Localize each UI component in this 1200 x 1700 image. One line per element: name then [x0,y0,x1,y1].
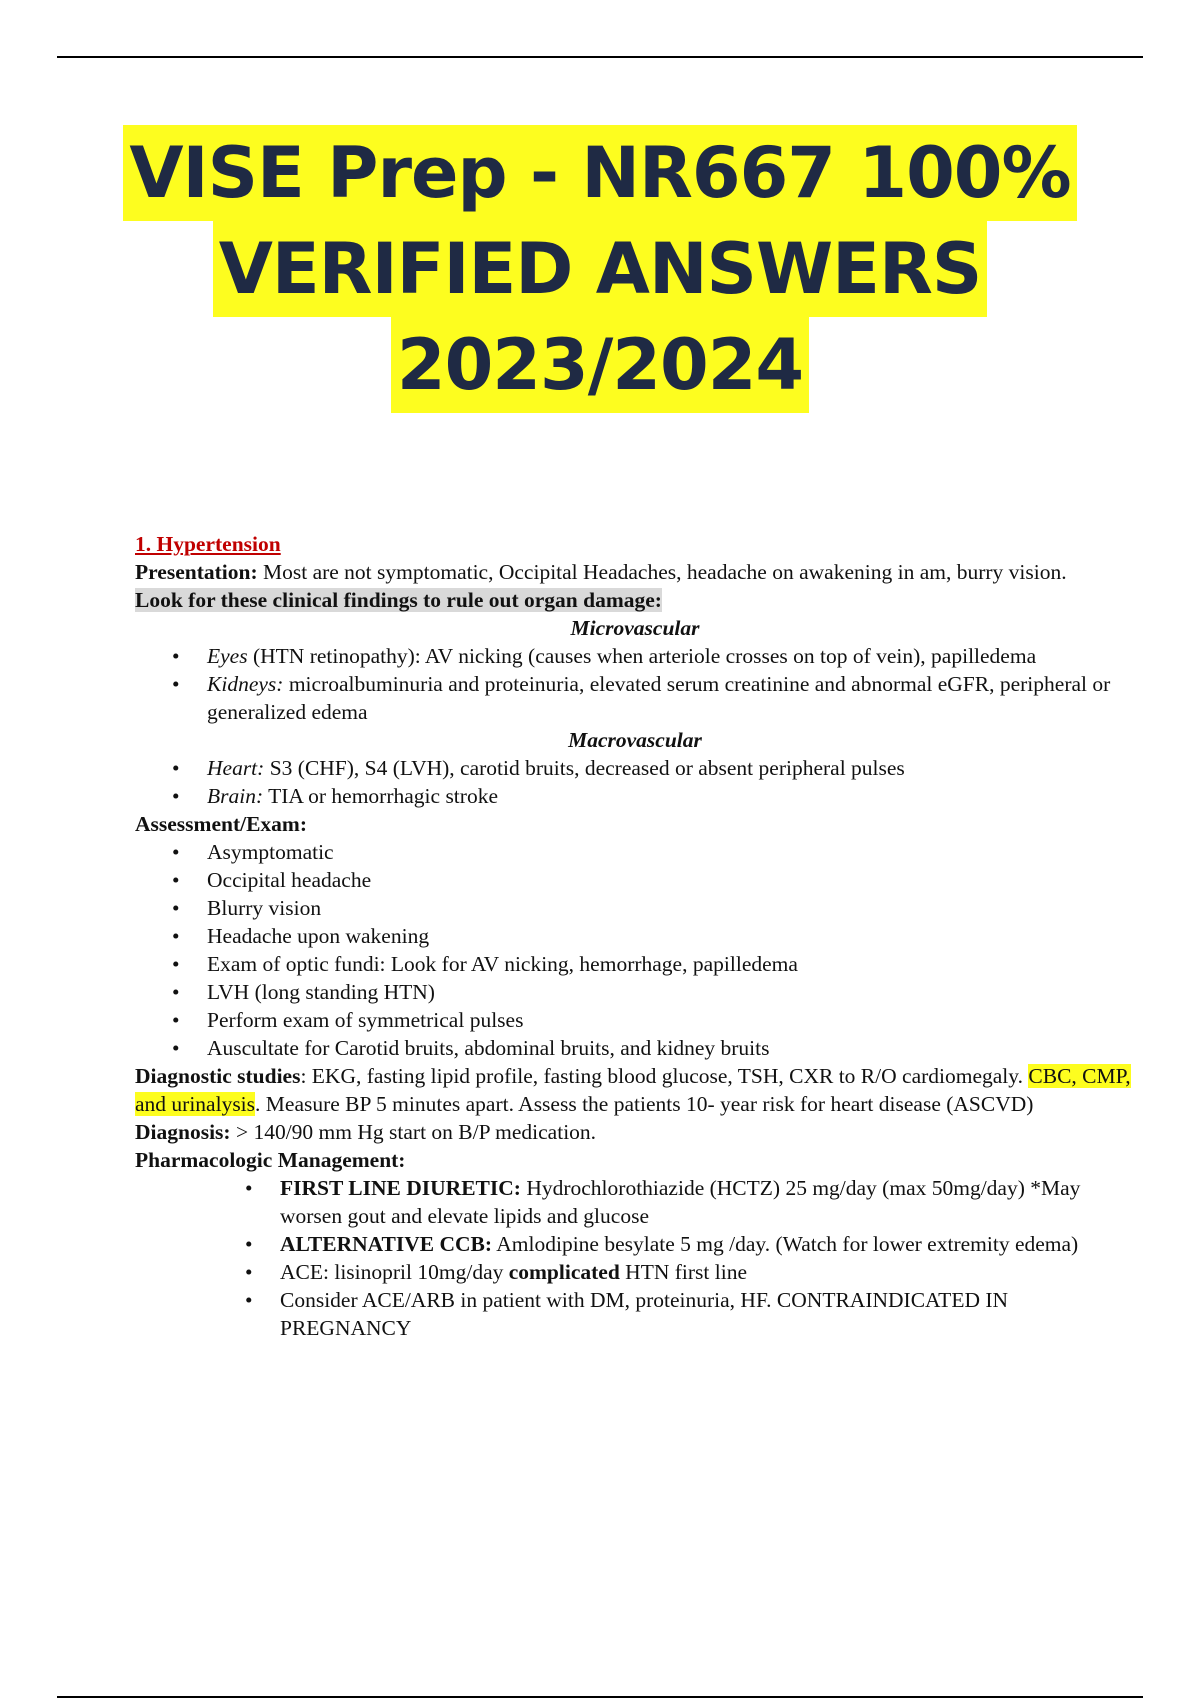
diagnosis-paragraph [135,1118,1135,1146]
diagnostic-label: Diagnostic studies [135,1064,301,1088]
pharm-label: Pharmacologic Management: [135,1148,406,1172]
micro-text: (HTN retinopathy): AV nicking (causes when arteriole crosses on top of vein), papilledema [247,644,1037,668]
list-item: • Blurry vision [135,894,1135,922]
title-line-3: 2023/2024 [391,317,809,413]
micro-term: Kidneys: [207,672,284,696]
list-item [135,782,1135,810]
pharm-item-emphasis: complicated [508,1260,620,1284]
diagnostic-text: : EKG, fasting lipid profile, fasting blood glucose, TSH, CXR to R/O cardiomegaly. [300,1064,1029,1088]
pharm-item-label: FIRST LINE DIURETIC: [280,1176,521,1200]
list-item [135,754,1135,782]
document-body [135,530,1135,1342]
list-item: • Consider ACE/ARB in patient with DM, proteinuria, HF. CONTRAINDICATED IN PREGNANCY [135,1286,1135,1342]
diagnosis-label: Diagnosis: [135,1120,231,1144]
section-heading: 1. Hypertension [135,532,281,556]
pharm-item-text: Amlodipine besylate 5 mg /day. (Watch for lower extremity edema) [492,1232,1079,1256]
pharm-item-text: ACE: lisinopril 10mg/day [280,1260,509,1284]
pharm-item-text: Hydrochlorothiazide (HCTZ) 25 mg/day (max 50mg/day) *May worsen gout and elevate lipids and glucose [280,1176,1081,1228]
list-item [135,670,1135,726]
title-line-2: VERIFIED ANSWERS [213,221,988,317]
list-item: • Exam of optic fundi: Look for AV nicking, hemorrhage, papilledema [135,950,1135,978]
list-item: • Auscultate for Carotid bruits, abdominal bruits, and kidney bruits [135,1034,1135,1062]
assessment-list [135,838,1135,1062]
micro-text: microalbuminuria and proteinuria, elevated serum creatinine and abnormal eGFR, peripheral or generalized edema [207,672,1111,724]
presentation-paragraph [135,558,1135,586]
micro-list [135,642,1135,726]
macro-term: Brain: [207,784,264,808]
list-item: • Headache upon wakening [135,922,1135,950]
organ-damage-label: Look for these clinical findings to rule out organ damage: [135,588,662,612]
list-item: • Asymptomatic [135,838,1135,866]
diagnosis-text: > 140/90 mm Hg start on B/P medication. [230,1120,597,1144]
pharm-item-label: ALTERNATIVE CCB: [280,1232,493,1256]
pharm-item-text: HTN first line [619,1260,747,1284]
top-rule [57,56,1143,58]
bottom-rule [57,1696,1143,1698]
diagnostic-highlight: CBC, CMP, and urinalysis [135,1064,1131,1116]
assessment-label: Assessment/Exam: [135,812,307,836]
list-item [135,1258,1135,1286]
presentation-label: Presentation: [135,560,258,584]
list-item: • Perform exam of symmetrical pulses [135,1006,1135,1034]
presentation-text: Most are not symptomatic, Occipital Headaches, headache on awakening in am, burry vision. [257,560,1067,584]
macrovascular-label: Macrovascular [568,728,702,752]
list-item [135,1174,1135,1230]
title-line-1: VISE Prep - NR667 100% [123,125,1076,221]
diagnostic-text: . Measure BP 5 minutes apart. Assess the patients 10- year risk for heart disease (ASCVD) [255,1092,1034,1116]
micro-term: Eyes [207,644,248,668]
document-title [0,125,1200,413]
list-item [135,1230,1135,1258]
macro-text: TIA or hemorrhagic stroke [263,784,498,808]
macro-list [135,754,1135,810]
microvascular-label: Microvascular [570,616,700,640]
macro-term: Heart: [207,756,265,780]
diagnostic-paragraph [135,1062,1135,1118]
macro-text: S3 (CHF), S4 (LVH), carotid bruits, decreased or absent peripheral pulses [264,756,905,780]
list-item: • Occipital headache [135,866,1135,894]
list-item [135,642,1135,670]
pharm-list [135,1174,1135,1342]
list-item: • LVH (long standing HTN) [135,978,1135,1006]
